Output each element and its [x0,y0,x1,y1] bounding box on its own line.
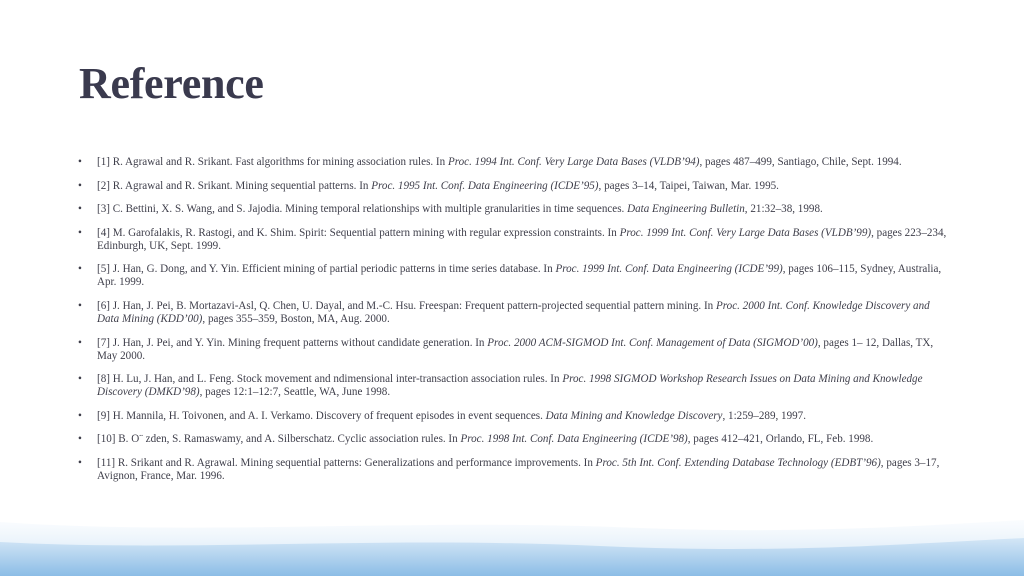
reference-venue: Proc. 1994 Int. Conf. Very Large Data Bases (VLDB’94) [447,156,700,168]
reference-venue: Proc. 1995 Int. Conf. Data Engineering (ICDE’95) [371,179,599,192]
reference-item [78,156,948,169]
reference-text: [2] R. Agrawal and R. Srikant. Mining sequential patterns. In [97,179,372,192]
reference-text: [5] J. Han, G. Dong, and Y. Yin. Efficient mining of partial periodic patterns in time series database. In [97,263,556,276]
reference-item [78,227,948,253]
bullet-icon: • [78,433,82,446]
reference-item [78,300,948,326]
bullet-icon: • [78,156,82,168]
reference-text: [3] C. Bettini, X. S. Wang, and S. Jajodia. Mining temporal relationships with multiple granularities in time sequences. [97,203,628,216]
reference-details: , pages 106–115, Sydney, Australia, Apr. 1999. [97,263,942,289]
bullet-icon: • [78,179,82,192]
reference-item [78,203,948,216]
reference-details: , pages 355–359, Boston, MA, Aug. 2000. [202,312,390,325]
reference-item [78,373,948,399]
bullet-icon: • [78,336,82,349]
reference-venue: Data Mining and Knowledge Discovery [545,409,723,422]
reference-item [78,180,948,193]
reference-details: , pages 1– 12, Dallas, TX, May 2000. [97,336,934,362]
reference-venue: Data Engineering Bulletin [627,203,745,216]
reference-details: , pages 12:1–12:7, Seattle, WA, June 1998. [199,386,391,399]
bullet-icon: • [78,409,82,422]
bullet-icon: • [78,299,82,312]
reference-text: [11] R. Srikant and R. Agrawal. Mining sequential patterns: Generalizations and performance improvements. In [97,456,596,469]
reference-venue: Proc. 1998 Int. Conf. Data Engineering (ICDE’98) [460,433,688,446]
reference-details: , pages 487–499, Santiago, Chile, Sept. 1994. [699,156,902,168]
bullet-icon: • [78,263,82,276]
reference-text: [9] H. Mannila, H. Toivonen, and A. I. Verkamo. Discovery of frequent episodes in event sequences. [97,409,546,422]
reference-details: , 21:32–38, 1998. [744,203,823,216]
bullet-icon: • [78,203,82,216]
reference-item [78,433,948,446]
bullet-icon: • [78,373,82,386]
bullet-icon: • [78,456,82,469]
bullet-icon: • [78,226,82,239]
reference-text: [1] R. Agrawal and R. Srikant. Fast algorithms for mining association rules. In [97,156,448,168]
reference-venue: Proc. 5th Int. Conf. Extending Database Technology (EDBT’96) [595,456,881,469]
reference-item [78,410,948,423]
reference-venue: Proc. 2000 Int. Conf. Knowledge Discovery and Data Mining (KDD’00) [97,299,930,325]
reference-details: , pages 412–421, Orlando, FL, Feb. 1998. [687,433,874,446]
reference-text: [7] J. Han, J. Pei, and Y. Yin. Mining frequent patterns without candidate generation. In [97,336,488,349]
reference-text: [6] J. Han, J. Pei, B. Mortazavi-Asl, Q. Chen, U. Dayal, and M.-C. Hsu. Freespan: Frequent pattern-projected sequential pattern mining. In [97,299,716,312]
reference-details: , 1:259–289, 1997. [722,409,806,422]
reference-venue: Proc. 1999 Int. Conf. Data Engineering (ICDE’99) [555,263,783,276]
reference-text: [10] B. O¨ zden, S. Ramaswamy, and A. Silberschatz. Cyclic association rules. In [97,433,461,446]
wave-decoration [0,516,1024,576]
reference-text: [8] H. Lu, J. Han, and L. Feng. Stock movement and ndimensional inter-transaction association rules. In [97,373,563,386]
reference-item [78,337,948,363]
slide-title: Reference [79,59,264,108]
reference-item [78,263,948,289]
reference-item [78,457,948,483]
reference-details: , pages 3–17, Avignon, France, Mar. 1996. [97,456,940,482]
reference-list [78,156,948,494]
reference-details: , pages 223–234, Edinburgh, UK, Sept. 1999. [97,226,947,252]
reference-venue: Proc. 1998 SIGMOD Workshop Research Issues on Data Mining and Knowledge Discovery (DMKD’98) [97,373,923,399]
reference-venue: Proc. 1999 Int. Conf. Very Large Data Bases (VLDB’99) [619,226,872,239]
reference-details: , pages 3–14, Taipei, Taiwan, Mar. 1995. [598,179,779,192]
reference-venue: Proc. 2000 ACM-SIGMOD Int. Conf. Management of Data (SIGMOD’00) [487,336,818,349]
reference-text: [4] M. Garofalakis, R. Rastogi, and K. Shim. Spirit: Sequential pattern mining with regular expression constraints. In [97,226,620,239]
